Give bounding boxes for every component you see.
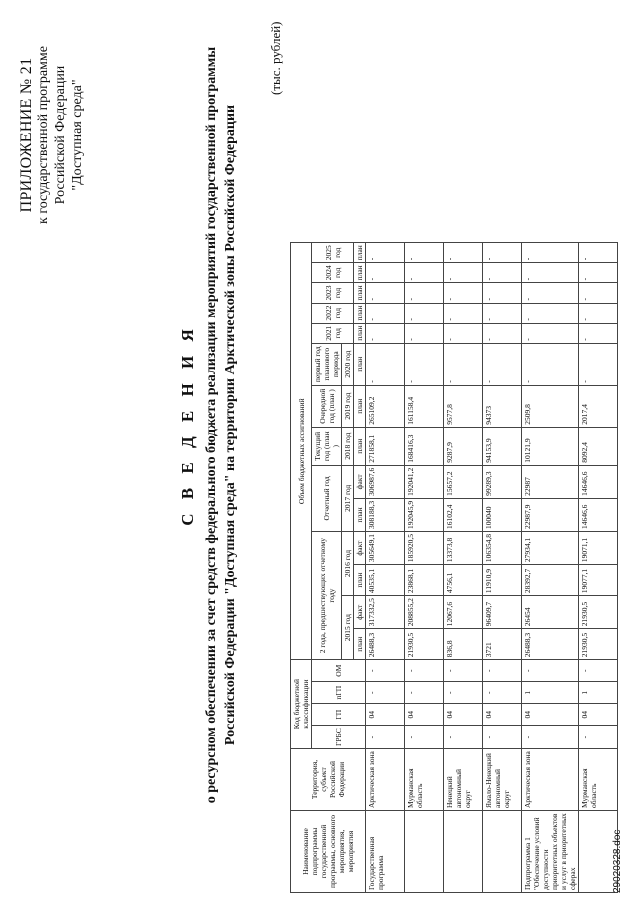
header-plan: план xyxy=(354,243,366,263)
code-om: - xyxy=(522,660,579,682)
value-cell: 14646,6 xyxy=(579,465,618,498)
table-row xyxy=(405,243,444,893)
value-cell: 192041,2 xyxy=(405,465,444,498)
value-cell: 106354,8 xyxy=(483,531,522,564)
header-fact: факт xyxy=(354,465,366,498)
header-plan: план xyxy=(354,427,366,465)
header-plan: план xyxy=(354,323,366,343)
value-cell: - xyxy=(483,303,522,323)
header-gp: ГП xyxy=(312,704,366,726)
value-cell: 99289,3 xyxy=(483,465,522,498)
value-cell: 265109,2 xyxy=(366,385,405,427)
code-gp: 04 xyxy=(366,704,405,726)
annex-block xyxy=(18,15,86,255)
value-cell: 12067,6 xyxy=(444,596,483,629)
header-year: 2023 год xyxy=(312,283,354,303)
value-cell: 26488,3 xyxy=(522,629,579,660)
value-cell: 27934,1 xyxy=(522,531,579,564)
header-year: 2017 год xyxy=(342,465,354,531)
value-cell: 22987 xyxy=(522,465,579,498)
header-territory: Территория, субъект Российской Федерации xyxy=(291,749,366,811)
value-cell: 23868,1 xyxy=(405,565,444,596)
value-cell: - xyxy=(483,243,522,263)
header-pgp: пГП xyxy=(312,682,366,704)
code-grbs: - xyxy=(579,726,618,749)
value-cell: 305649,1 xyxy=(366,531,405,564)
value-cell: 168416,3 xyxy=(405,427,444,465)
header-fact: факт xyxy=(354,531,366,564)
value-cell: - xyxy=(483,323,522,343)
value-cell: 836,8 xyxy=(444,629,483,660)
code-pgp: - xyxy=(444,682,483,704)
title-heading: С В Е Д Е Н И Я xyxy=(178,324,197,526)
row-territory: Ненецкий автономный округ xyxy=(444,749,483,811)
row-territory: Мурманская область xyxy=(405,749,444,811)
header-two-years: 2 года, предшествующих отчетному году xyxy=(312,531,342,659)
value-cell: 9287,9 xyxy=(444,427,483,465)
header-year: 2024 год xyxy=(312,263,354,283)
value-cell: - xyxy=(366,303,405,323)
table-row xyxy=(366,243,405,893)
header-plan: план xyxy=(354,565,366,596)
value-cell: 3721 xyxy=(483,629,522,660)
code-pgp: - xyxy=(405,682,444,704)
header-om: ОМ xyxy=(312,660,366,682)
row-territory: Мурманская область xyxy=(579,749,618,811)
value-cell: 94153,9 xyxy=(483,427,522,465)
code-gp: 04 xyxy=(579,704,618,726)
value-cell: - xyxy=(444,283,483,303)
value-cell: 16102,4 xyxy=(444,498,483,531)
budget-table xyxy=(290,242,618,893)
code-grbs: - xyxy=(405,726,444,749)
annex-line: к государственной программе xyxy=(36,46,51,224)
header-grbs: ГРБС xyxy=(312,726,366,749)
header-plan: план xyxy=(354,343,366,385)
code-pgp: 1 xyxy=(579,682,618,704)
value-cell: - xyxy=(522,323,579,343)
value-cell: - xyxy=(405,323,444,343)
header-reporting: Отчетный год xyxy=(312,465,342,531)
value-cell: - xyxy=(444,323,483,343)
value-cell: 11910,9 xyxy=(483,565,522,596)
value-cell: 94373 xyxy=(483,385,522,427)
value-cell: 161158,4 xyxy=(405,385,444,427)
value-cell: 40535,1 xyxy=(366,565,405,596)
value-cell: 21930,5 xyxy=(579,629,618,660)
header-plan: план xyxy=(354,385,366,427)
code-grbs: - xyxy=(444,726,483,749)
header-plan: план xyxy=(354,303,366,323)
header-name: Наименование подпрограммы государственной программы, основного мероприятия, мероприятия xyxy=(291,811,366,893)
file-name: 29020328.doc xyxy=(612,829,623,893)
value-cell: - xyxy=(483,343,522,385)
code-grbs: - xyxy=(522,726,579,749)
value-cell: 26454 xyxy=(522,596,579,629)
value-cell: 208855,2 xyxy=(405,596,444,629)
code-pgp: - xyxy=(483,682,522,704)
document-title xyxy=(178,45,240,805)
header-current: Текущий год (план ) xyxy=(312,427,342,465)
value-cell: 15657,2 xyxy=(444,465,483,498)
value-cell: 9577,8 xyxy=(444,385,483,427)
value-cell: 10121,9 xyxy=(522,427,579,465)
header-plan: план xyxy=(354,283,366,303)
code-pgp: - xyxy=(366,682,405,704)
code-om: - xyxy=(483,660,522,682)
header-volume: Объем бюджетных ассигнований xyxy=(291,243,312,660)
annex-line: Российской Федерации xyxy=(53,65,68,205)
value-cell: - xyxy=(444,263,483,283)
value-cell: 192045,9 xyxy=(405,498,444,531)
value-cell: 21930,5 xyxy=(579,596,618,629)
header-year: 2022 год xyxy=(312,303,354,323)
row-name xyxy=(405,811,444,893)
header-next: Очередной год (план ) xyxy=(312,385,342,427)
header-fact: факт xyxy=(354,596,366,629)
table-row xyxy=(579,243,618,893)
value-cell: - xyxy=(522,243,579,263)
value-cell: 2017,4 xyxy=(579,385,618,427)
value-cell: 28392,7 xyxy=(522,565,579,596)
header-year: 2016 год xyxy=(342,531,354,595)
code-om: - xyxy=(579,660,618,682)
value-cell: - xyxy=(405,303,444,323)
value-cell: 21930,5 xyxy=(405,629,444,660)
code-grbs: - xyxy=(366,726,405,749)
row-territory: Арктическая зона xyxy=(522,749,579,811)
value-cell: - xyxy=(405,243,444,263)
row-territory: Ямало-Ненецкий автономный округ xyxy=(483,749,522,811)
table-row xyxy=(444,243,483,893)
value-cell: - xyxy=(522,303,579,323)
value-cell: 271858,1 xyxy=(366,427,405,465)
value-cell: - xyxy=(522,263,579,283)
value-cell: 8092,4 xyxy=(579,427,618,465)
value-cell: - xyxy=(483,263,522,283)
value-cell: 185920,5 xyxy=(405,531,444,564)
row-name: Государственная программа xyxy=(366,811,405,893)
row-territory: Арктическая зона xyxy=(366,749,405,811)
value-cell: - xyxy=(366,243,405,263)
value-cell: 308188,3 xyxy=(366,498,405,531)
value-cell: 317332,5 xyxy=(366,596,405,629)
header-year: 2015 год xyxy=(342,596,354,660)
value-cell: - xyxy=(405,343,444,385)
value-cell: - xyxy=(522,283,579,303)
value-cell: - xyxy=(444,303,483,323)
code-om: - xyxy=(444,660,483,682)
value-cell: - xyxy=(522,343,579,385)
code-gp: 04 xyxy=(483,704,522,726)
code-om: - xyxy=(405,660,444,682)
annex-line: "Доступная среда" xyxy=(70,79,85,191)
header-code: Код бюджетной классификации xyxy=(291,660,312,749)
header-plan: план xyxy=(354,263,366,283)
value-cell: - xyxy=(366,283,405,303)
value-cell: - xyxy=(405,283,444,303)
value-cell: 22987,9 xyxy=(522,498,579,531)
value-cell: - xyxy=(579,243,618,263)
value-cell: - xyxy=(579,303,618,323)
annex-number: ПРИЛОЖЕНИЕ № 21 xyxy=(18,57,35,213)
value-cell: 19071,1 xyxy=(579,531,618,564)
table-row xyxy=(483,243,522,893)
value-cell: 4756,1 xyxy=(444,565,483,596)
value-cell: - xyxy=(366,343,405,385)
header-year: 2025 год xyxy=(312,243,354,263)
header-year: 2020 год xyxy=(342,343,354,385)
value-cell: - xyxy=(405,263,444,283)
title-line: Российской Федерации "Доступная среда" на территории Арктической зоны Российской Федерации xyxy=(223,104,238,746)
value-cell: 19077,1 xyxy=(579,565,618,596)
value-cell: - xyxy=(579,323,618,343)
row-name: Подпрограмма 1 "Обеспечение условий доступности приоритетных объектов и услуг в приоритетных сферах xyxy=(522,811,579,893)
value-cell: 306987,6 xyxy=(366,465,405,498)
header-year: 2019 год xyxy=(342,385,354,427)
code-grbs: - xyxy=(483,726,522,749)
value-cell: - xyxy=(579,343,618,385)
value-cell: - xyxy=(366,263,405,283)
value-cell: 2509,8 xyxy=(522,385,579,427)
value-cell: 14646,6 xyxy=(579,498,618,531)
header-plan: план xyxy=(354,498,366,531)
value-cell: - xyxy=(366,323,405,343)
units-label: (тыс. рублей) xyxy=(268,21,283,95)
header-year: 2021 год xyxy=(312,323,354,343)
code-gp: 04 xyxy=(522,704,579,726)
code-gp: 04 xyxy=(405,704,444,726)
header-plan: план xyxy=(354,629,366,660)
value-cell: - xyxy=(483,283,522,303)
header-first-plan: первый год планового периода xyxy=(312,343,342,385)
value-cell: 100040 xyxy=(483,498,522,531)
code-gp: 04 xyxy=(444,704,483,726)
value-cell: 26488,3 xyxy=(366,629,405,660)
value-cell: - xyxy=(579,283,618,303)
code-om: - xyxy=(366,660,405,682)
value-cell: - xyxy=(444,343,483,385)
row-name xyxy=(444,811,483,893)
value-cell: - xyxy=(579,263,618,283)
value-cell: - xyxy=(444,243,483,263)
code-pgp: 1 xyxy=(522,682,579,704)
value-cell: 96409,7 xyxy=(483,596,522,629)
title-line: о ресурсном обеспечении за счет средств федерального бюджета реализации мероприятий государственной программы xyxy=(204,46,219,804)
value-cell: 13373,8 xyxy=(444,531,483,564)
table-row xyxy=(522,243,579,893)
row-name xyxy=(483,811,522,893)
header-year: 2018 год xyxy=(342,427,354,465)
